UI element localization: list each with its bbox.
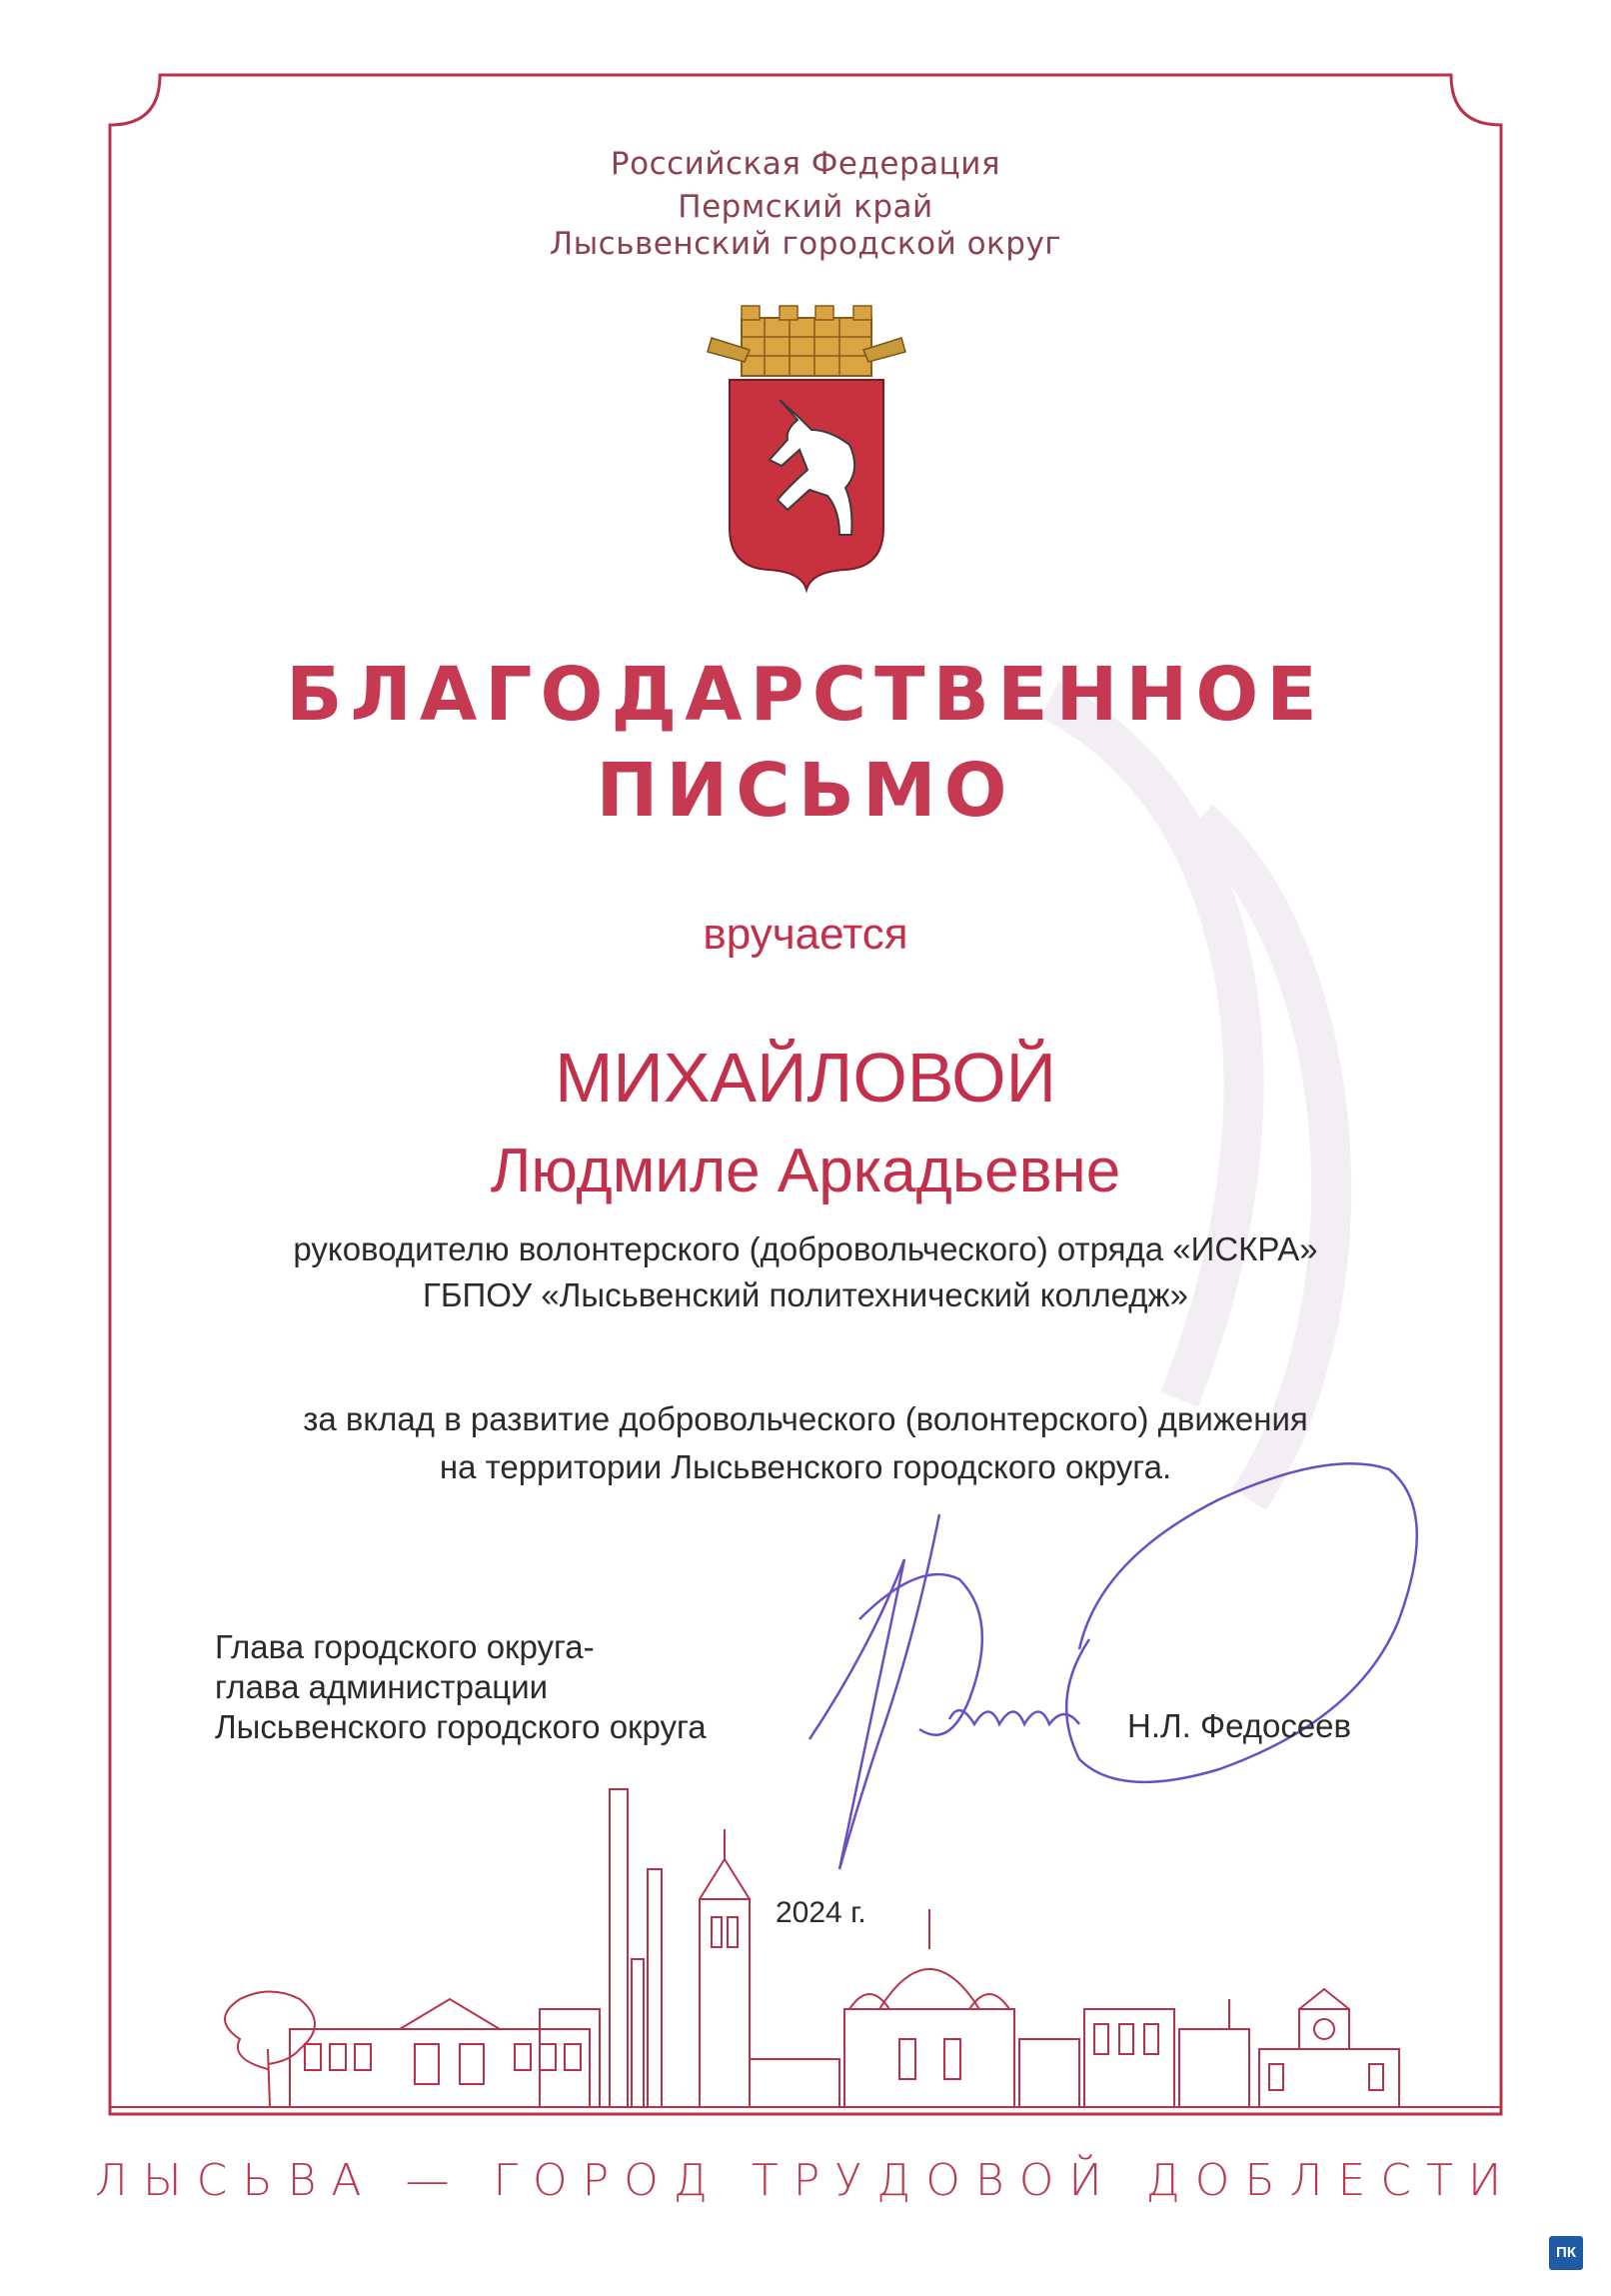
footer-slogan: ЛЫСЬВА — ГОРОД ТРУДОВОЙ ДОБЛЕСТИ	[94, 2155, 1517, 2206]
recipient-position-line2: ГБПОУ «Лысьвенский политехнический колледж»	[423, 1276, 1188, 1313]
signatory-title-line1: Глава городского округа-	[215, 1628, 595, 1665]
reason-line1: за вклад в развитие добровольческого (волонтерского) движения	[303, 1400, 1308, 1437]
subtitle-awarded: вручается	[703, 910, 908, 959]
header-district: Лысьвенский городской округ	[549, 226, 1062, 262]
corner-logo-icon: ПК	[1549, 2236, 1583, 2270]
unicorn-coat-of-arms-icon	[708, 306, 905, 590]
city-skyline-illustration	[225, 1789, 1419, 2107]
recipient-position-line1: руководителю волонтерского (добровольческого) отряда «ИСКРА»	[293, 1230, 1318, 1267]
recipient-surname: МИХАЙЛОВОЙ	[555, 1039, 1056, 1117]
header-region: Пермский край	[678, 189, 933, 225]
signatory-title-line3: Лысьвенского городского округа	[215, 1708, 707, 1745]
signatory-title	[215, 1627, 707, 1747]
document-title-line2: ПИСЬМО	[596, 748, 1015, 834]
header-country: Российская Федерация	[610, 146, 1001, 182]
recipient-given-names: Людмиле Аркадьевне	[490, 1137, 1121, 1205]
signatory-title-line2: глава администрации	[215, 1668, 549, 1705]
document-year: 2024 г.	[776, 1896, 866, 1929]
document-title-line1: БЛАГОДАРСТВЕННОЕ	[286, 652, 1325, 738]
handwritten-signature	[809, 1463, 1417, 1869]
signatory-name: Н.Л. Федосеев	[1127, 1707, 1352, 1744]
reason-line2: на территории Лысьвенского городского округа.	[439, 1448, 1172, 1485]
